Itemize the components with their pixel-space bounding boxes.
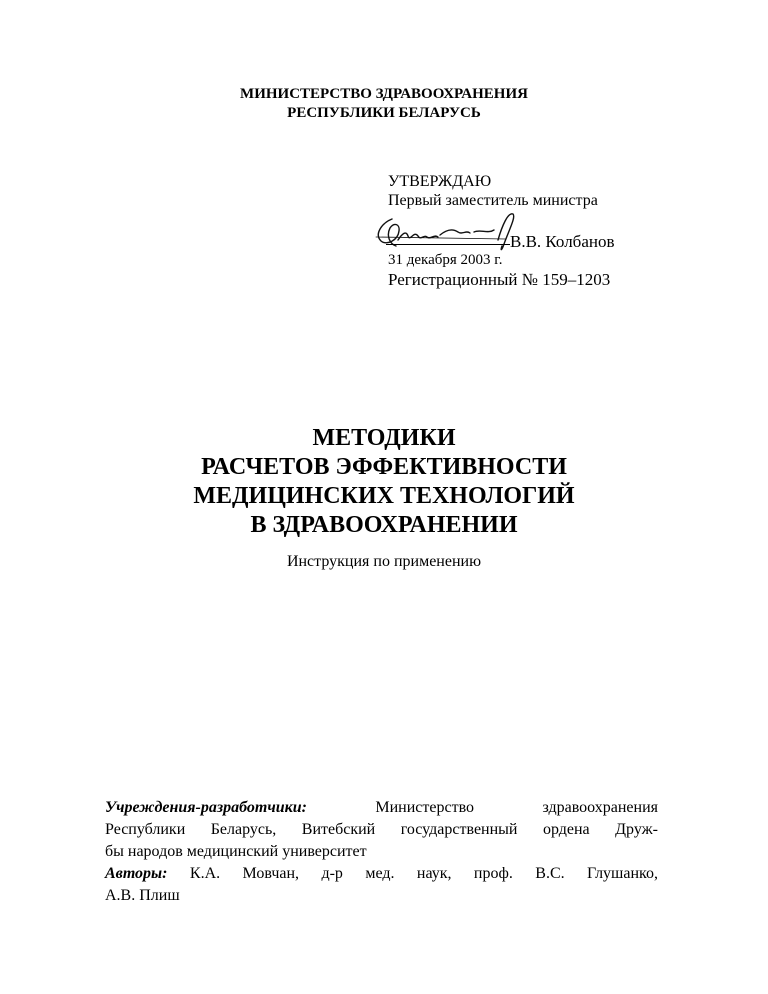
approver-name: В.В. Колбанов [510, 232, 615, 251]
document-subtitle: Инструкция по применению [286, 553, 482, 570]
document-title-line1: МЕТОДИКИ [312, 425, 456, 451]
institutions-line3: бы народов медицинский университет [105, 843, 367, 860]
ministry-name-line1: МИНИСТЕРСТВО ЗДРАВООХРАНЕНИЯ [240, 86, 528, 102]
document-title-line2: РАСЧЕТОВ ЭФФЕКТИВНОСТИ [201, 454, 567, 480]
institutions-line2: Республики Беларусь, Витебский государственный ордена Друж- [105, 821, 658, 838]
approval-heading: УТВЕРЖДАЮ [388, 173, 492, 190]
institutions-paragraph [105, 797, 658, 907]
authors-line1 [105, 863, 658, 885]
authors-text-1: К.А. Мовчан, д-р мед. наук, проф. В.С. Глушанко, [189, 865, 659, 882]
ministry-name-line2: РЕСПУБЛИКИ БЕЛАРУСЬ [287, 105, 481, 121]
signature-line [386, 244, 510, 245]
institutions-label: Учреждения-разработчики: [105, 799, 307, 816]
document-title-line3: МЕДИЦИНСКИХ ТЕХНОЛОГИЙ [193, 483, 575, 509]
registration-number: Регистрационный № 159–1203 [388, 270, 611, 289]
document-title-line4: В ЗДРАВООХРАНЕНИИ [250, 512, 518, 538]
authors-label: Авторы: [105, 865, 168, 882]
institutions-line1 [105, 797, 658, 819]
approval-date: 31 декабря 2003 г. [388, 252, 503, 268]
authors-line2: А.В. Плиш [105, 887, 180, 904]
institutions-text-1: Министерство здравоохранения [375, 799, 659, 816]
approval-position: Первый заместитель министра [388, 192, 598, 209]
